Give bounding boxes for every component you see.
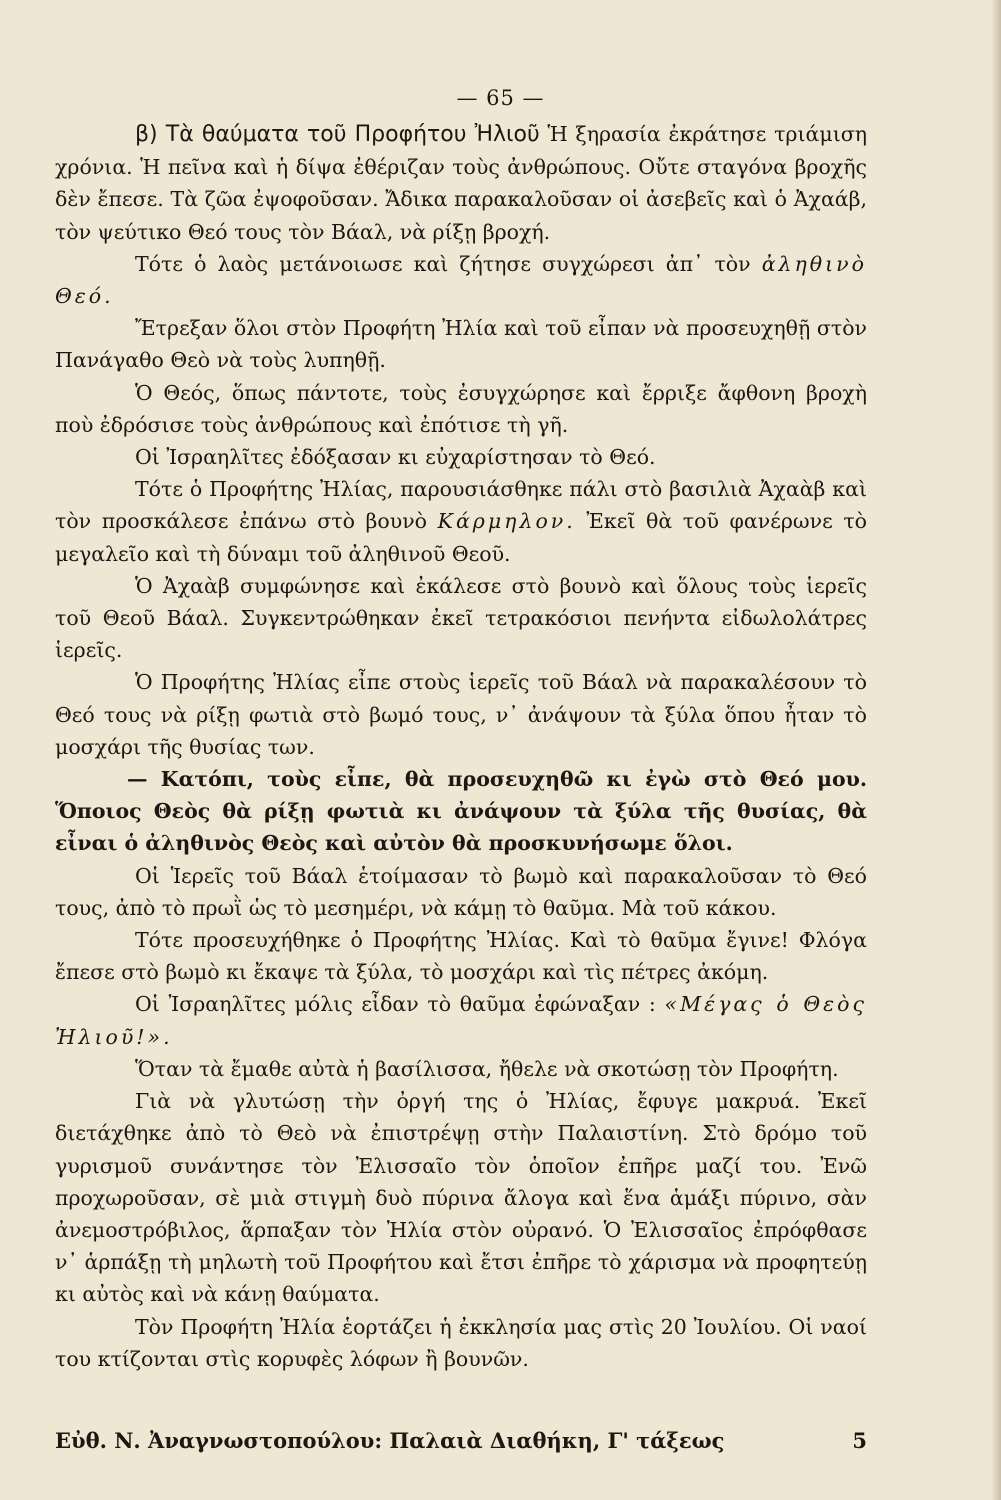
paragraph bbox=[55, 248, 867, 312]
paragraph-text: — Κατόπι, τοὺς εἶπε, θὰ προσευχηθῶ κι ἐγὼ στὸ Θεό μου. Ὅποιος Θεὸς θὰ ρίξῃ φωτιὰ κι ἀνάψουν τὰ ξύλα τῆς θυσίας, θὰ εἶναι ὁ ἀληθινὸς Θεὸς καὶ αὐτὸν θὰ προσκυνήσωμε ὅλοι. bbox=[55, 767, 867, 856]
paragraph-bold bbox=[55, 763, 867, 860]
paragraph bbox=[55, 860, 867, 924]
footer-signature-number: 5 bbox=[852, 1428, 867, 1453]
paragraph bbox=[55, 1053, 867, 1085]
paragraph bbox=[55, 377, 867, 441]
paragraph bbox=[55, 570, 867, 667]
spaced-emphasis: «Μέγας ὁ Θεὸς Ἠλιοῦ!». bbox=[55, 992, 867, 1049]
paragraph-text: Ἐκεῖ θὰ τοῦ φανέρωνε τὸ μεγαλεῖο καὶ τὴ δύναμι τοῦ ἀληθινοῦ Θεοῦ. bbox=[55, 509, 867, 566]
paragraph-text: Οἱ Ἰσραηλῖτες μόλις εἶδαν τὸ θαῦμα ἐφώναξαν : bbox=[135, 992, 665, 1017]
spaced-emphasis: Κάρμηλον. bbox=[437, 509, 576, 534]
paragraph-text: Γιὰ νὰ γλυτώσῃ τὴν ὀργή της ὁ Ἠλίας, ἔφυγε μακρυά. Ἐκεῖ διετάχθηκε ἀπὸ τὸ Θεὸ νὰ ἐπιστρέψῃ στὴν Παλαιστίνη. Στὸ δρόμο τοῦ γυρισμοῦ συνάντησε τὸν Ἐλισσαῖο τὸν ὁποῖον ἐπῆρε μαζί του. Ἐνῶ προχωροῦσαν, σὲ μιὰ στιγμὴ δυὸ πύρινα ἄλογα καὶ ἕνα ἁμάξι πύρινο, σὰν ἀνεμοστρόβιλος, ἅρπαξαν τὸν Ἠλία στὸν οὐρανό. Ὁ Ἐλισσαῖος ἐπρόφθασε ν᾿ ἁρπάξῃ τὴ μηλωτὴ τοῦ Προφήτου καὶ ἔτσι ἐπῆρε τὸ χάρισμα νὰ προφητεύῃ κι αὐτὸς καὶ νὰ κάνῃ θαύματα. bbox=[55, 1089, 867, 1307]
paragraph bbox=[55, 118, 867, 248]
paragraph-text: Ὁ Θεός, ὅπως πάντοτε, τοὺς ἐσυγχώρησε καὶ ἔρριξε ἄφθονη βροχὴ ποὺ ἐδρόσισε τοὺς ἀνθρώπους καὶ ἐπότισε τὴ γῆ. bbox=[55, 380, 867, 437]
paragraph-text: Οἱ Ἱερεῖς τοῦ Βάαλ ἑτοίμασαν τὸ βωμὸ καὶ παρακαλοῦσαν τὸ Θεό τους, ἀπὸ τὸ πρωῒ ὡς τὸ μεσημέρι, νὰ κάμῃ τὸ θαῦμα. Μὰ τοῦ κάκου. bbox=[55, 863, 867, 920]
paragraph bbox=[55, 312, 867, 376]
paragraph bbox=[55, 924, 867, 988]
spaced-emphasis: ἀληθινὸ Θεό. bbox=[55, 251, 867, 309]
paragraph-text: Τότε προσευχήθηκε ὁ Προφήτης Ἠλίας. Καὶ τὸ θαῦμα ἔγινε! Φλόγα ἔπεσε στὸ βωμὸ κι ἔκαψε τὰ ξύλα, τὸ μοσχάρι καὶ τὶς πέτρες ἀκόμη. bbox=[55, 928, 867, 985]
paragraph-text: Ὁ Προφήτης Ἠλίας εἶπε στοὺς ἱερεῖς τοῦ Βάαλ νὰ παρακαλέσουν τὸ Θεό τους νὰ ρίξῃ φωτιὰ στὸ βωμό τους, ν᾿ ἀνάψουν τὰ ξύλα ὅπου ἦταν τὸ μοσχάρι τῆς θυσίας των. bbox=[55, 670, 867, 759]
body-text bbox=[55, 118, 867, 1375]
paragraph-text: Ὁ Ἀχαὰβ συμφώνησε καὶ ἐκάλεσε στὸ βουνὸ καὶ ὅλους τοὺς ἱερεῖς τοῦ Θεοῦ Βάαλ. Συγκεντρώθηκαν ἐκεῖ τετρακόσιοι πενήντα εἰδωλολάτρες ἱερεῖς. bbox=[55, 573, 867, 663]
page-edge-shadow bbox=[991, 0, 1001, 1500]
page-number: — 65 — bbox=[456, 86, 545, 110]
paragraph bbox=[55, 1311, 867, 1375]
paragraph-text: Ἔτρεξαν ὅλοι στὸν Προφήτη Ἠλία καὶ τοῦ εἶπαν νὰ προσευχηθῇ στὸν Πανάγαθο Θεὸ νὰ τοὺς λυπηθῇ. bbox=[55, 316, 867, 373]
paragraph-text: Τὸν Προφήτη Ἠλία ἑορτάζει ἡ ἐκκλησία μας στὶς 20 Ἰουλίου. Οἱ ναοί του κτίζονται στὶς κορυφὲς λόφων ἢ βουνῶν. bbox=[55, 1314, 867, 1371]
paragraph bbox=[55, 441, 867, 473]
paragraph bbox=[55, 473, 867, 570]
paragraph-text: Ἡ ξηρασία ἐκράτησε τριάμιση χρόνια. Ἡ πεῖνα καὶ ἡ δίψα ἐθέριζαν τοὺς ἀνθρώπους. Οὔτε σταγόνα βροχῆς δὲν ἔπεσε. Τὰ ζῶα ἐψοφοῦσαν. Ἄδικα παρακαλοῦσαν οἱ ἀσεβεῖς καὶ ὁ Ἀχαάβ, τὸν ψεύτικο Θεό τους τὸν Βάαλ, νὰ ρίξῃ βροχή. bbox=[55, 122, 868, 244]
paragraph bbox=[55, 666, 867, 763]
section-heading: β) Τὰ θαύματα τοῦ Προφήτου Ἠλιοῦ bbox=[135, 122, 540, 147]
footer-citation: Εὐθ. Ν. Ἀναγνωστοπούλου: Παλαιὰ Διαθήκη, Γ' τάξεως bbox=[55, 1428, 725, 1453]
paragraph-text: Τότε ὁ λαὸς μετάνοιωσε καὶ ζήτησε συγχώρεσι ἀπ᾿ τὸν bbox=[135, 251, 762, 276]
paragraph-text: Τότε ὁ Προφήτης Ἠλίας, παρουσιάσθηκε πάλι στὸ βασιλιὰ Ἀχαὰβ καὶ τὸν προσκάλεσε ἐπάνω στὸ βουνὸ bbox=[55, 477, 867, 534]
page-footer bbox=[55, 1428, 867, 1453]
paragraph bbox=[55, 988, 867, 1052]
paragraph bbox=[55, 1085, 867, 1310]
paragraph-text: Οἱ Ἰσραηλῖτες ἐδόξασαν κι εὐχαρίστησαν τὸ Θεό. bbox=[135, 445, 656, 470]
paragraph-text: Ὅταν τὰ ἔμαθε αὐτὰ ἡ βασίλισσα, ἤθελε νὰ σκοτώσῃ τὸν Προφήτη. bbox=[135, 1056, 839, 1081]
